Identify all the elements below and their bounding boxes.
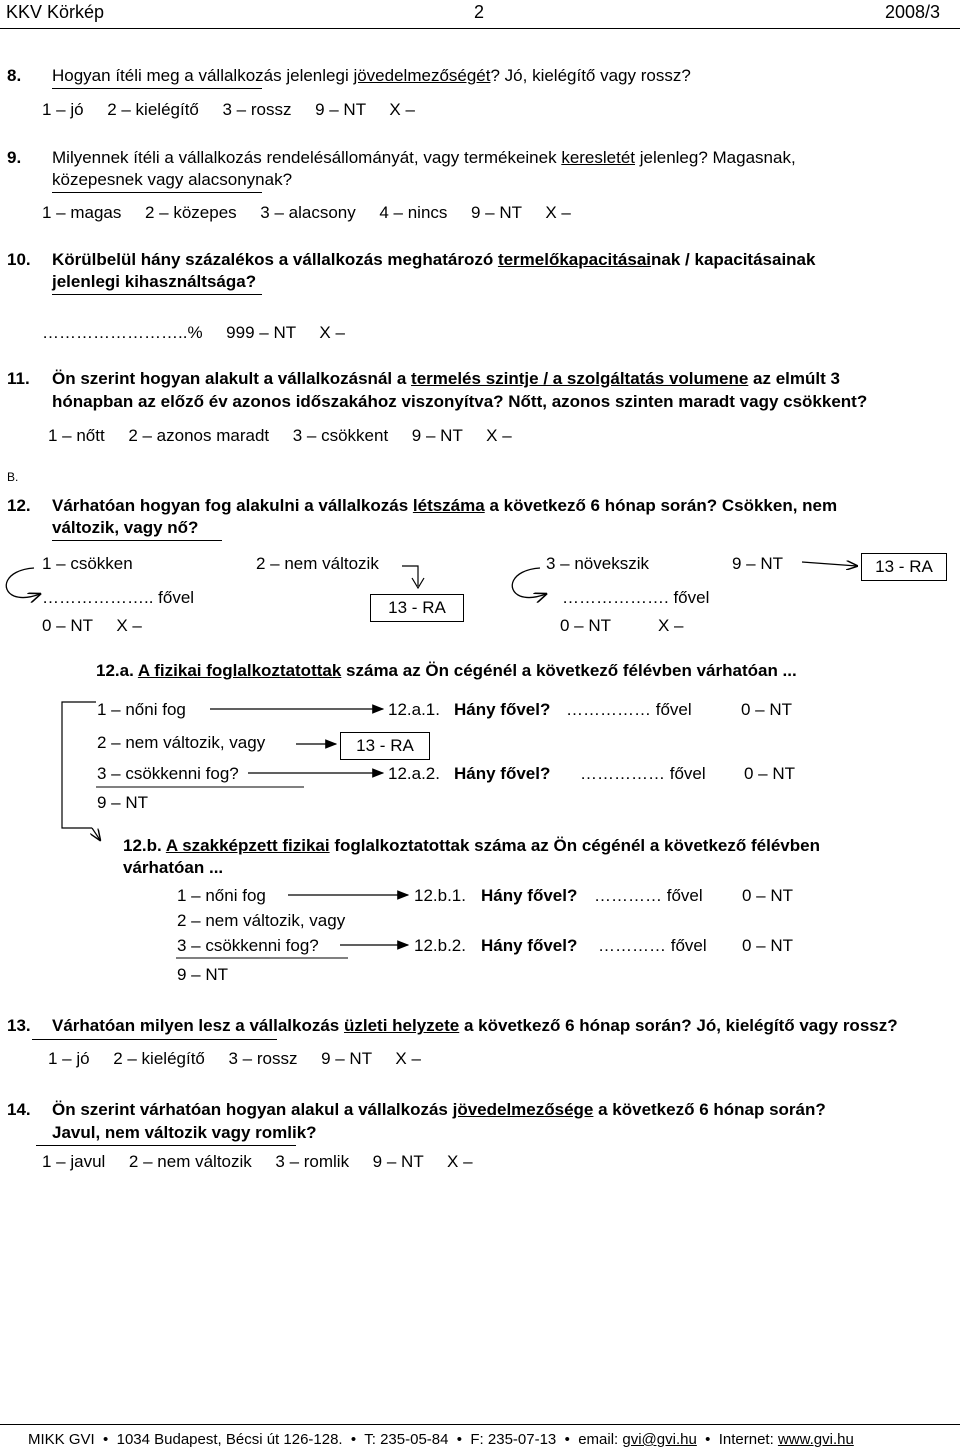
q12b-sub2-question: Hány fővel? [481,936,578,955]
q12a-sub2-number: 12.a.2. [388,764,440,783]
q14-options: 1 – javul 2 – nem változik 3 – romlik 9 – NT X – [42,1152,473,1171]
q13-question: Várhatóan milyen lesz a vállalkozás üzleti helyzete a következő 6 hónap során? Jó, kielégítő vagy rossz? [52,1016,898,1035]
q12a-sub2-nt: 0 – NT [744,764,796,783]
q12-question-line2: változik, vagy nő? [52,518,199,537]
q12b-title-line2: várhatóan ... [123,858,224,877]
q12a-sub1-nt: 0 – NT [741,700,793,719]
q12-fovel-right: ………………. fővel [562,588,710,607]
header-left: KKV Körkép [6,2,105,22]
q12a-arrow-to-12b [92,828,100,840]
q12b-sub2-nt: 0 – NT [742,936,794,955]
q11-question-line2: hónapban az előző év azonos időszakához viszonyítva? Nőtt, azonos szinten maradt vagy csökkent? [52,392,868,411]
q12-nt-x-right: 0 – NT X – [560,616,684,635]
q12b-option-9: 9 – NT [177,965,229,984]
q9-question-line1: Milyennek ítéli a vállalkozás rendelésállományát, vagy termékeinek keresletét jelenleg? Magasnak, [52,148,796,167]
q12b-title-line1: 12.b. A szakképzett fizikai foglalkoztatottak száma az Ön cégénél a következő félévben [123,836,820,855]
q12-fovel-left: ……………….. fővel [42,588,195,607]
q12a-bracket [62,702,96,828]
q12a-sub1-question: Hány fővel? [454,700,551,719]
q11-number: 11. [7,369,30,388]
q12-curve-arrow-right [512,568,546,597]
q9-number: 9. [7,148,22,167]
q12a-sub2-question: Hány fővel? [454,764,551,783]
q12-ra-box-center: 13 - RA [370,594,464,622]
q13-number: 13. [7,1016,31,1035]
q10-number: 10. [7,250,31,269]
q12-option-3: 3 – növekszik [546,554,649,573]
q12a-sub2-fill: …………… fővel [580,764,706,783]
footer-email-link[interactable]: gvi@gvi.hu [622,1431,697,1448]
q12-option-1: 1 – csökken [42,554,133,573]
q12-number: 12. [7,496,31,515]
q8-question: Hogyan ítéli meg a vállalkozás jelenlegi jövedelmezőségét? Jó, kielégítő vagy rossz? [52,66,691,85]
header-page-number: 2 [474,2,485,22]
footer-text: MIKK GVI • 1034 Budapest, Bécsi út 126-128. • T: 235-05-84 • F: 235-07-13 • email: gvi@gvi.hu • Internet: www.gvi.hu [28,1431,854,1448]
q12a-title: 12.a. A fizikai foglalkoztatottak száma az Ön cégénél a következő félévben várhatóan ... [96,661,797,680]
q13-options: 1 – jó 2 – kielégítő 3 – rossz 9 – NT X – [48,1049,421,1068]
q12b-sub2-number: 12.b.2. [414,936,466,955]
q12b-option-3: 3 – csökkenni fog? [177,936,319,955]
q12b-sub1-question: Hány fővel? [481,886,578,905]
q12a-option-2: 2 – nem változik, vagy [97,733,266,752]
q12a-option-1: 1 – nőni fog [97,700,186,719]
q12-curve-arrow-left [6,568,40,597]
q12-question-line1: Várhatóan hogyan fog alakulni a vállalkozás létszáma a következő 6 hónap során? Csökken, nem [52,496,838,515]
q14-question-line2: Javul, nem változik vagy romlik? [52,1123,317,1142]
q12b-sub1-fill: ………… fővel [594,886,703,905]
section-b-label: B. [7,470,19,484]
q12-option-2: 2 – nem változik [256,554,379,573]
q12a-option-3: 3 – csökkenni fog? [97,764,239,783]
q10-options: ……………………..% 999 – NT X – [42,323,345,342]
q11-question-line1: Ön szerint hogyan alakult a vállalkozásnál a termelés szintje / a szolgáltatás volumene az elmúlt 3 [52,369,840,388]
q12-arrow-nt-to-ra [802,562,857,566]
q12b-option-2: 2 – nem változik, vagy [177,911,346,930]
q12b-option-1: 1 – nőni fog [177,886,266,905]
q12a-sub1-number: 12.a.1. [388,700,440,719]
footer-web-link[interactable]: www.gvi.hu [777,1431,854,1448]
q12b-sub2-fill: ………… fővel [598,936,707,955]
q12b-sub1-nt: 0 – NT [742,886,794,905]
q12-option-9: 9 – NT [732,554,784,573]
q12-nt-x-left: 0 – NT X – [42,616,142,635]
q12a-ra-box: 13 - RA [340,732,430,760]
q12a-sub1-fill: …………… fővel [566,700,692,719]
q12b-sub1-number: 12.b.1. [414,886,466,905]
q9-question-line2: közepesnek vagy alacsonynak? [52,170,293,189]
q14-number: 14. [7,1100,31,1119]
header-right: 2008/3 [885,2,941,22]
q14-question-line1: Ön szerint várhatóan hogyan alakul a vállalkozás jövedelmezősége a következő 6 hónap során? [52,1100,826,1119]
q12a-option-9: 9 – NT [97,793,149,812]
q10-question-line1: Körülbelül hány százalékos a vállalkozás meghatározó termelőkapacitásainak / kapacitásainak [52,250,816,269]
q11-options: 1 – nőtt 2 – azonos maradt 3 – csökkent 9 – NT X – [48,426,512,445]
q9-options: 1 – magas 2 – közepes 3 – alacsony 4 – nincs 9 – NT X – [42,203,571,222]
q8-options: 1 – jó 2 – kielégítő 3 – rossz 9 – NT X – [42,100,415,119]
q12-ra-box-right: 13 - RA [861,553,947,581]
q8-number: 8. [7,66,22,85]
q10-question-line2: jelenlegi kihasználtsága? [52,272,257,291]
